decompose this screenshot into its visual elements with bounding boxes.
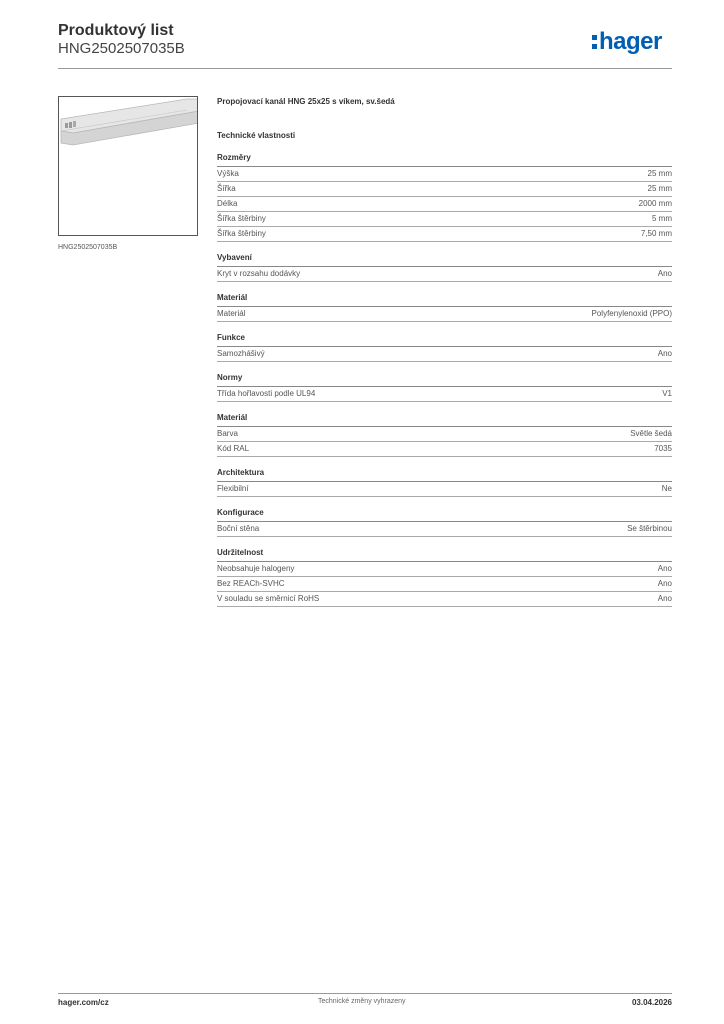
property-section <box>217 292 672 322</box>
property-section <box>217 412 672 457</box>
header-divider <box>58 68 672 69</box>
property-value: Ano <box>657 564 672 573</box>
property-label: Samozhášivý <box>217 349 265 358</box>
property-label: V souladu se směrnicí RoHS <box>217 594 320 603</box>
property-section <box>217 467 672 497</box>
property-label: Barva <box>217 429 238 438</box>
property-label: Šířka <box>217 184 236 193</box>
property-value: 7035 <box>654 444 672 453</box>
property-value: 25 mm <box>647 169 672 178</box>
property-value: Ano <box>657 349 672 358</box>
footer-date: 03.04.2026 <box>631 998 672 1007</box>
section-title: Materiál <box>217 292 672 307</box>
section-title: Funkce <box>217 332 672 347</box>
property-label: Bez REACh-SVHC <box>217 579 285 588</box>
product-image <box>58 96 198 236</box>
cable-duct-illustration <box>59 97 198 236</box>
section-title: Vybavení <box>217 252 672 267</box>
property-value: Se štěrbinou <box>627 524 672 533</box>
property-row <box>217 212 672 227</box>
section-title: Materiál <box>217 412 672 427</box>
footer-note: Technické změny vyhrazeny <box>318 998 406 1005</box>
property-row <box>217 562 672 577</box>
property-section <box>217 332 672 362</box>
technical-properties-heading: Technické vlastnosti <box>217 131 296 140</box>
page-title: Produktový list <box>58 22 174 39</box>
product-code: HNG2502507035B <box>58 40 185 57</box>
property-row <box>217 427 672 442</box>
product-details <box>217 96 672 607</box>
property-value: Ne <box>661 484 672 493</box>
property-section <box>217 372 672 402</box>
property-row <box>217 522 672 537</box>
property-label: Flexibilní <box>217 484 249 493</box>
property-label: Výška <box>217 169 239 178</box>
property-label: Třída hořlavosti podle UL94 <box>217 389 316 398</box>
logo-text: hager <box>599 28 662 55</box>
property-value: 2000 mm <box>638 199 672 208</box>
property-value: Ano <box>657 594 672 603</box>
property-row <box>217 267 672 282</box>
section-title: Udržitelnost <box>217 547 672 562</box>
property-section <box>217 547 672 607</box>
product-name: Propojovací kanál HNG 25x25 s víkem, sv.šedá <box>217 97 395 106</box>
property-row <box>217 167 672 182</box>
property-row <box>217 227 672 242</box>
property-section <box>217 507 672 537</box>
property-row <box>217 182 672 197</box>
section-title: Architektura <box>217 467 672 482</box>
property-row <box>217 592 672 607</box>
section-title: Rozměry <box>217 152 672 167</box>
property-value: 5 mm <box>652 214 672 223</box>
property-row <box>217 442 672 457</box>
property-value: V1 <box>662 389 672 398</box>
property-label: Šířka štěrbiny <box>217 229 266 238</box>
property-label: Neobsahuje halogeny <box>217 564 295 573</box>
image-caption: HNG2502507035B <box>58 244 118 251</box>
property-row <box>217 387 672 402</box>
property-section <box>217 152 672 242</box>
property-label: Kryt v rozsahu dodávky <box>217 269 301 278</box>
property-row <box>217 307 672 322</box>
property-row <box>217 577 672 592</box>
property-value: Ano <box>657 269 672 278</box>
property-row <box>217 482 672 497</box>
properties-list <box>217 152 672 607</box>
property-label: Délka <box>217 199 238 208</box>
property-value: Ano <box>657 579 672 588</box>
property-label: Šířka štěrbiny <box>217 214 266 223</box>
logo-colon-icon <box>592 35 597 49</box>
property-value: 7,50 mm <box>640 229 672 238</box>
property-value: Polyfenylenoxid (PPO) <box>591 309 672 318</box>
property-row <box>217 347 672 362</box>
property-value: 25 mm <box>647 184 672 193</box>
property-label: Boční stěna <box>217 524 260 533</box>
property-value: Světle šedá <box>630 429 672 438</box>
property-label: Materiál <box>217 309 246 318</box>
section-title: Konfigurace <box>217 507 672 522</box>
footer-website: hager.com/cz <box>58 998 109 1007</box>
footer-divider <box>58 993 672 994</box>
hager-logo <box>592 27 662 57</box>
property-section <box>217 252 672 282</box>
property-label: Kód RAL <box>217 444 250 453</box>
section-title: Normy <box>217 372 672 387</box>
property-row <box>217 197 672 212</box>
